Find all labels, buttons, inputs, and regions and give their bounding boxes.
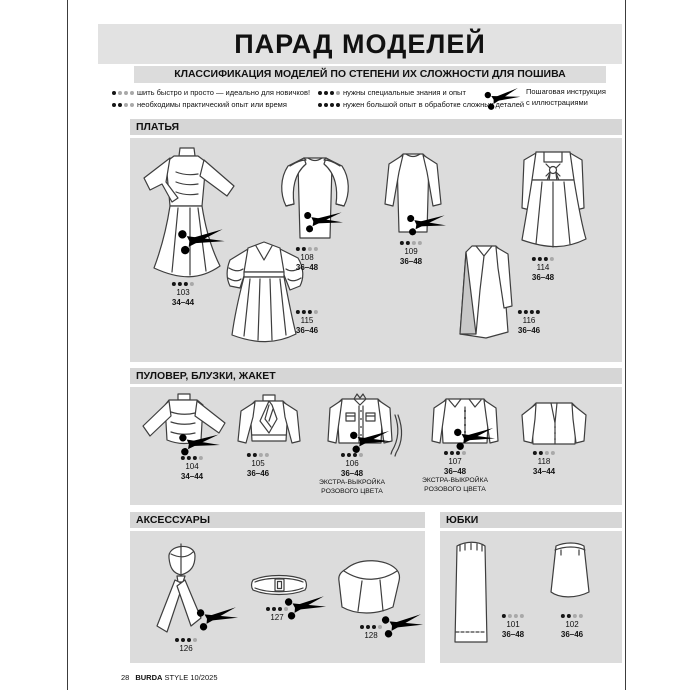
model-sizes: 36–46 [295, 325, 319, 335]
model-label-105 [247, 452, 269, 478]
model-number: 109 [404, 247, 418, 256]
skirt-101-sketch [450, 536, 492, 650]
model-label-114 [532, 256, 554, 282]
extra-pattern-note: РОЗОВОГО ЦВЕТА [424, 486, 486, 494]
model-number: 128 [364, 631, 378, 640]
difficulty-dots [360, 624, 382, 630]
model-sizes: 34–44 [171, 297, 195, 307]
model-label-118 [533, 450, 555, 476]
section-header-accessories: АКСЕССУАРЫ [130, 512, 425, 528]
extra-pattern-note: ЭКСТРА-ВЫКРОЙКА [318, 479, 386, 487]
model-sizes: 36–46 [560, 629, 584, 639]
model-sizes: 36–48 [295, 262, 319, 272]
model-sizes: 36–48 [501, 629, 525, 639]
difficulty-dots [518, 309, 540, 315]
model-label-101 [502, 613, 524, 639]
difficulty-dots [318, 102, 340, 108]
dress-114-sketch [510, 144, 596, 250]
dress-115-sketch [222, 238, 306, 344]
model-number: 101 [506, 620, 520, 629]
model-sizes: 36–48 [399, 256, 423, 266]
model-label-116 [518, 309, 540, 335]
model-label-109 [400, 240, 422, 266]
brand-name: BURDA [135, 673, 163, 682]
difficulty-dots [318, 90, 340, 96]
model-sizes: 36–46 [246, 468, 270, 478]
difficulty-dots [533, 450, 555, 456]
model-label-128 [360, 624, 382, 641]
difficulty-dots [400, 240, 422, 246]
page-right-rule [625, 0, 626, 690]
model-number: 118 [537, 457, 551, 466]
cardigan-118-sketch [516, 393, 594, 454]
blouse-105-sketch [229, 391, 309, 453]
extra-pattern-note: РОЗОВОГО ЦВЕТА [321, 488, 383, 496]
section-header-skirts: ЮБКИ [440, 512, 622, 528]
model-label-107 [422, 450, 488, 495]
model-sizes: 36–48 [443, 466, 467, 476]
model-label-102 [561, 613, 583, 639]
legend-label: нужен большой опыт в обработке сложных деталей [343, 100, 525, 109]
model-sizes: 36–48 [531, 272, 555, 282]
legend-item-1 [112, 88, 310, 97]
legend-item-2 [112, 100, 287, 109]
magazine-issue: BURDA STYLE 10/2025 [135, 673, 218, 682]
difficulty-dots [181, 455, 203, 461]
model-label-127 [266, 606, 288, 623]
model-number: 105 [251, 459, 265, 468]
page-footer [121, 673, 218, 682]
model-label-126 [175, 637, 197, 654]
model-number: 103 [176, 288, 190, 297]
model-number: 108 [300, 253, 314, 262]
section-header-tops: ПУЛОВЕР, БЛУЗКИ, ЖАКЕТ [130, 368, 622, 384]
section-header-dresses: ПЛАТЬЯ [130, 119, 622, 135]
difficulty-dots [175, 637, 197, 643]
model-number: 107 [448, 457, 462, 466]
classification-heading: КЛАССИФИКАЦИЯ МОДЕЛЕЙ ПО СТЕПЕНИ ИХ СЛОЖНОСТИ ДЛЯ ПОШИВА [134, 66, 606, 83]
difficulty-dots [532, 256, 554, 262]
model-number: 104 [185, 462, 199, 471]
model-label-115 [296, 309, 318, 335]
page-title: ПАРАД МОДЕЛЕЙ [98, 24, 622, 64]
model-number: 127 [270, 613, 284, 622]
difficulty-dots [266, 606, 288, 612]
model-label-104 [181, 455, 203, 481]
extra-pattern-note: ЭКСТРА-ВЫКРОЙКА [421, 477, 489, 485]
model-number: 116 [522, 316, 536, 325]
difficulty-dots [422, 450, 488, 456]
legend-label: необходимы практический опыт или время [137, 100, 287, 109]
model-number: 102 [565, 620, 579, 629]
model-number: 126 [179, 644, 193, 653]
legend-label: шить быстро и просто — идеально для новичков! [137, 88, 311, 97]
model-number: 115 [300, 316, 314, 325]
difficulty-dots [172, 281, 194, 287]
difficulty-dots [247, 452, 269, 458]
skirt-102-sketch [547, 538, 593, 602]
scissors-note: Пошаговая инструкция с иллюстрациями [526, 87, 606, 107]
page-number: 28 [121, 673, 130, 682]
difficulty-dots [561, 613, 583, 619]
dress-116-sketch [448, 240, 520, 342]
page-left-rule [67, 0, 68, 690]
model-number: 106 [345, 459, 359, 468]
model-sizes: 36–46 [517, 325, 541, 335]
model-number: 114 [536, 263, 550, 272]
bag-128-sketch [330, 553, 408, 619]
model-label-106 [319, 452, 385, 497]
difficulty-dots [296, 246, 318, 252]
difficulty-dots [112, 102, 134, 108]
legend-item-3 [318, 88, 466, 97]
difficulty-dots [502, 613, 524, 619]
legend-label: нужны специальные знания и опыт [343, 88, 466, 97]
model-sizes: 34–44 [180, 471, 204, 481]
difficulty-dots [296, 309, 318, 315]
difficulty-dots [319, 452, 385, 458]
model-sizes: 36–48 [340, 468, 364, 478]
model-label-103 [172, 281, 194, 307]
difficulty-dots [112, 90, 134, 96]
model-label-108 [296, 246, 318, 272]
model-sizes: 34–44 [532, 466, 556, 476]
